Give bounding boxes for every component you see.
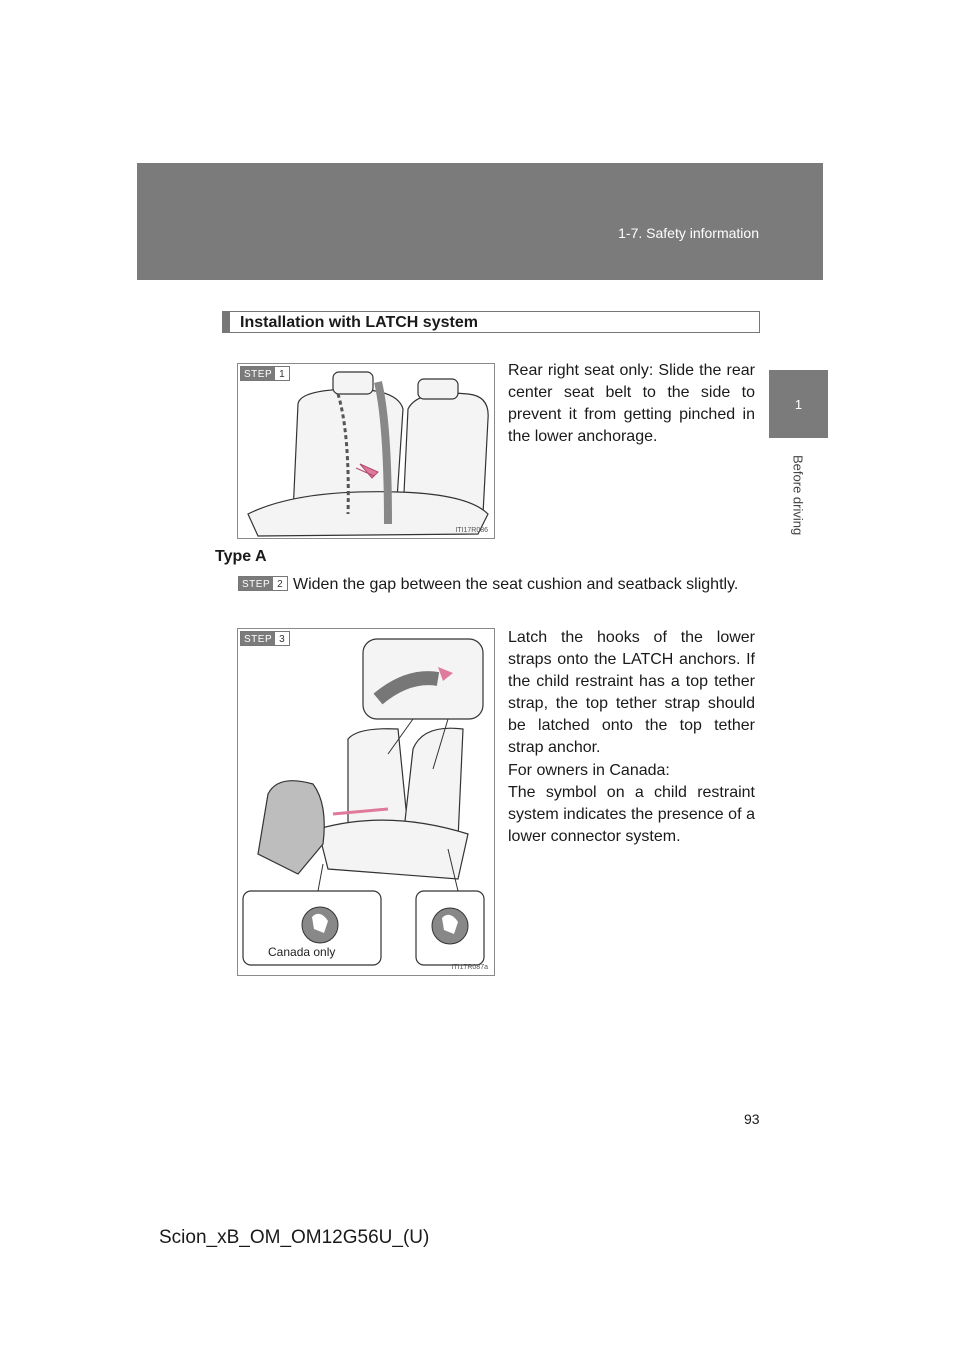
chapter-number: 1 [794, 396, 803, 412]
step3-text: Latch the hooks of the lower straps onto the LATCH anchors. If the child restraint has a top tether strap, the top tether strap should be latched onto the top tether strap anchor. [508, 629, 755, 756]
step-badge-number: 2 [273, 577, 287, 590]
header-band [137, 163, 823, 280]
section-title: Installation with LATCH system [222, 311, 760, 333]
step2-text: Widen the gap between the seat cushion and seatback slightly. [293, 576, 739, 593]
chapter-name: Before driving [790, 455, 806, 536]
step-badge-number: 3 [275, 632, 289, 645]
step-badge-label: STEP [241, 632, 275, 645]
document-id: Scion_xB_OM_OM12G56U_(U) [159, 1227, 430, 1248]
step-badge-number: 1 [275, 367, 289, 380]
type-title: Type A [215, 548, 267, 565]
step1-figure [237, 363, 495, 539]
step-badge-label: STEP [241, 367, 275, 380]
chapter-tab [769, 370, 828, 438]
child-restraint-symbol-icon [302, 907, 338, 943]
step1-badge [240, 366, 290, 381]
step3-figure [237, 628, 495, 976]
canada-heading: For owners in Canada: [508, 762, 670, 779]
canada-only-caption: Canada only [268, 945, 336, 959]
child-restraint-symbol-icon [432, 908, 468, 944]
latch-illustration [238, 629, 494, 975]
canada-text: The symbol on a child restraint system indicates the presence of a lower connector system. [508, 784, 755, 845]
step-badge-label: STEP [239, 577, 273, 590]
header-section-title: 1-7. Safety information [618, 225, 759, 241]
rear-seat-illustration [238, 364, 494, 538]
step1-text: Rear right seat only: Slide the rear center seat belt to the side to prevent it from getting pinched in the lower anchorage. [508, 362, 755, 445]
figure-code: ITI17R087a [451, 964, 488, 971]
step3-badge [240, 631, 290, 646]
step2-badge [238, 576, 288, 591]
figure-code: ITI17R086 [455, 527, 488, 534]
chapter-label [770, 455, 826, 575]
page-number: 93 [744, 1111, 760, 1127]
